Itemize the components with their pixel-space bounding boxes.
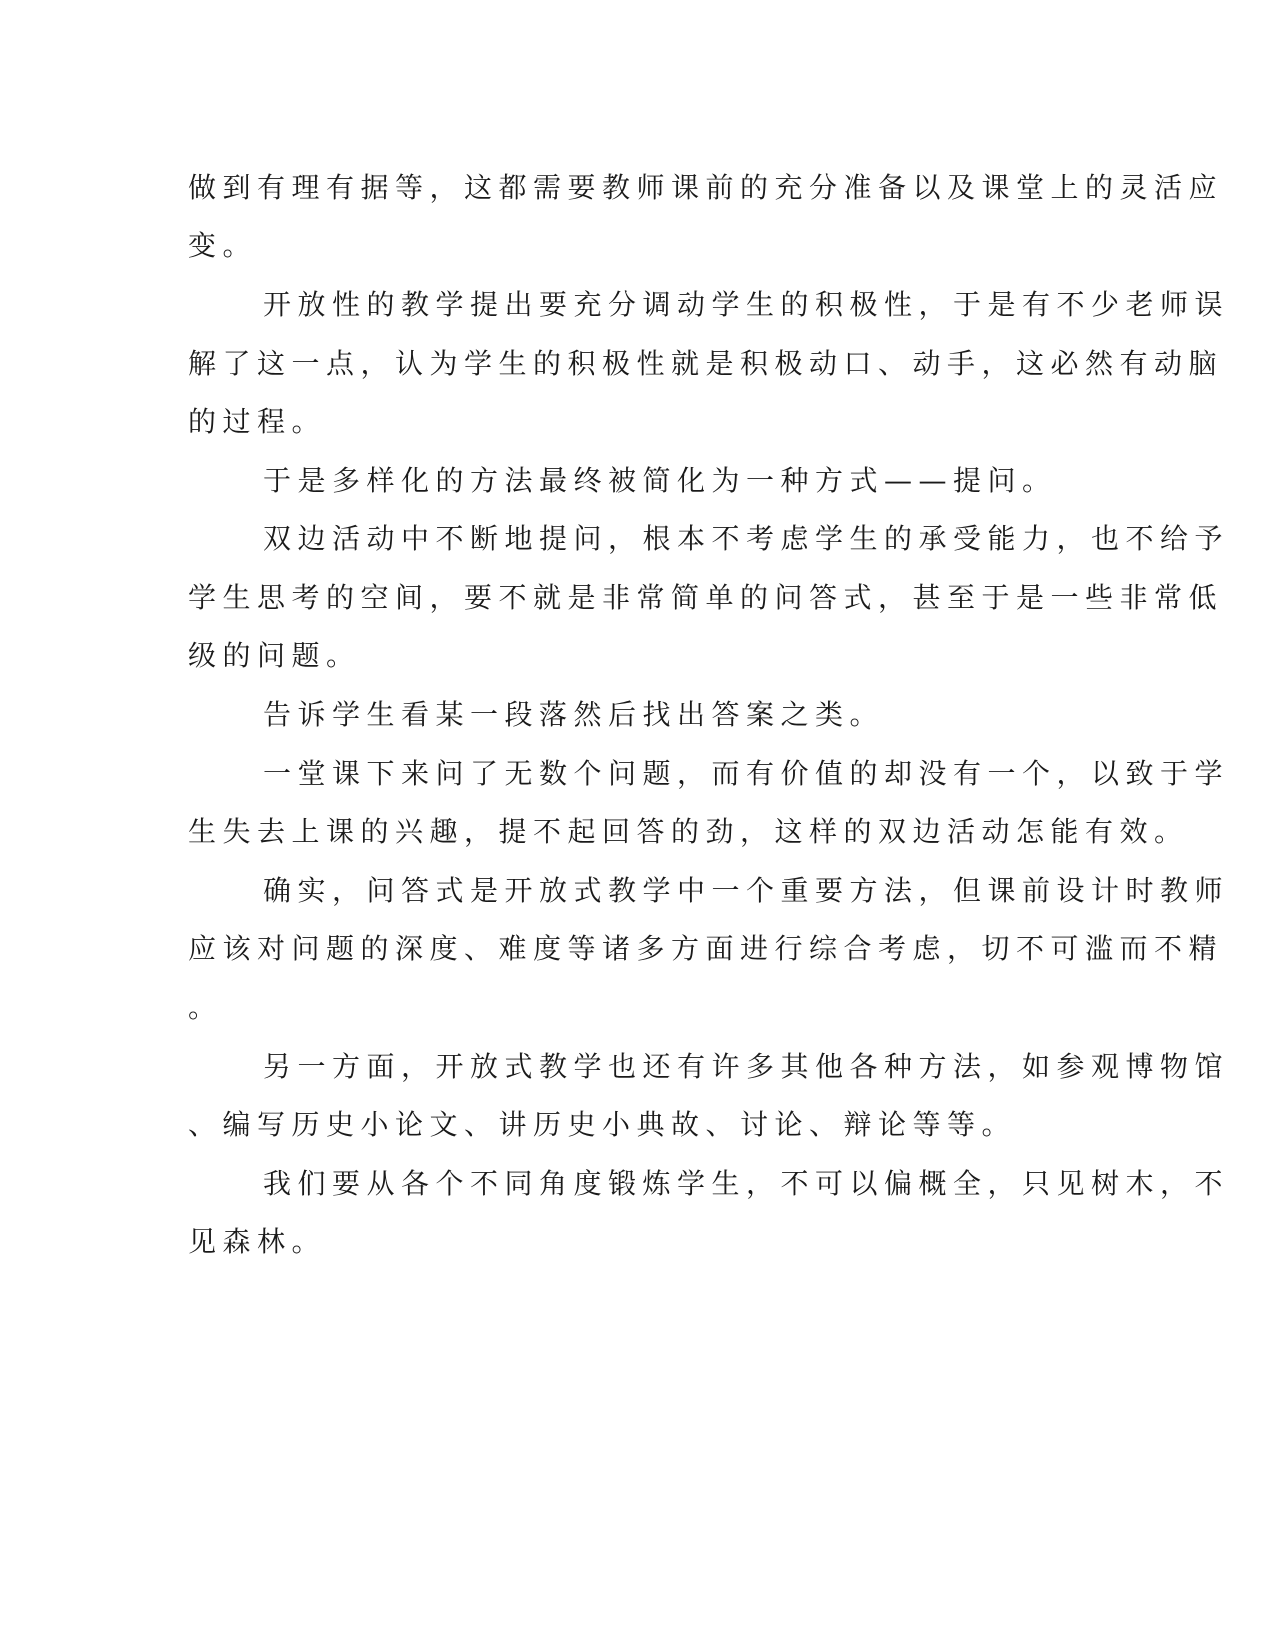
paragraph-start-line: 于是多样化的方法最终被简化为一种方式——提问。	[263, 464, 1057, 497]
paragraph-start-line: 确实，问答式是开放式教学中一个重要方法，但课前设计时教师	[263, 874, 1230, 907]
paragraph-start-line: 告诉学生看某一段落然后找出答案之类。	[263, 698, 885, 731]
paragraph-start-line: 一堂课下来问了无数个问题，而有价值的却没有一个，以致于学	[263, 757, 1230, 790]
text-line: 做到有理有据等，这都需要教师课前的充分准备以及课堂上的灵活应	[188, 171, 1224, 204]
paragraph-start-line: 开放性的教学提出要充分调动学生的积极性，于是有不少老师误	[263, 288, 1230, 321]
text-line: 的过程。	[188, 405, 327, 438]
paragraph-start-line: 我们要从各个不同角度锻炼学生，不可以偏概全，只见树木，不	[263, 1167, 1230, 1200]
text-line: 变。	[188, 229, 258, 262]
text-line: 应该对问题的深度、难度等诸多方面进行综合考虑，切不可滥而不精	[188, 932, 1224, 965]
paragraph-start-line: 双边活动中不断地提问，根本不考虑学生的承受能力，也不给予	[263, 522, 1230, 555]
text-line: 学生思考的空间，要不就是非常简单的问答式，甚至于是一些非常低	[188, 581, 1224, 614]
text-line: 、编写历史小论文、讲历史小典故、讨论、辩论等等。	[188, 1108, 1017, 1141]
text-line: 解了这一点，认为学生的积极性就是积极动口、动手，这必然有动脑	[188, 347, 1224, 380]
paragraph-start-line: 另一方面，开放式教学也还有许多其他各种方法，如参观博物馆	[263, 1050, 1230, 1083]
text-line: 生失去上课的兴趣，提不起回答的劲，这样的双边活动怎能有效。	[188, 815, 1189, 848]
text-line: 见森林。	[188, 1225, 327, 1258]
text-line: 。	[188, 991, 223, 1024]
text-line: 级的问题。	[188, 639, 361, 672]
